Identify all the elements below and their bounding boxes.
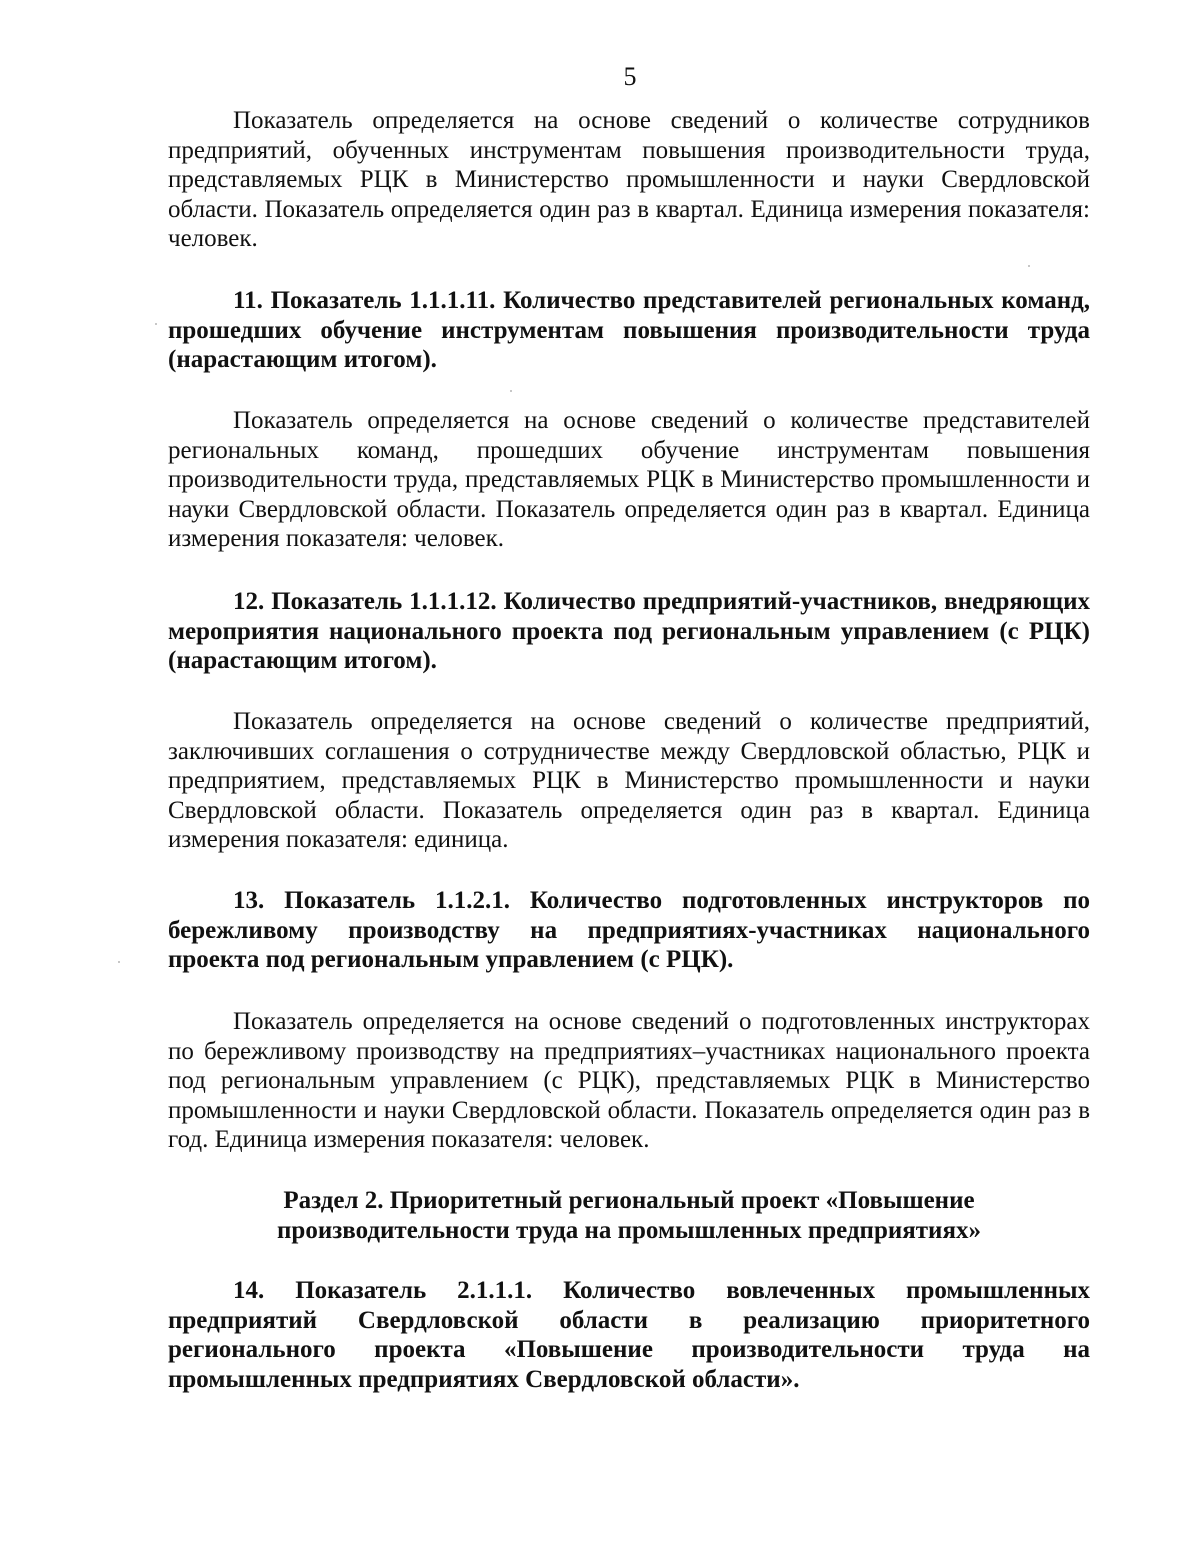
scan-speck <box>155 323 157 325</box>
heading-indicator-14: 14. Показатель 2.1.1.1. Количество вовлеченных промышленных предприятий Свердловской области в реализацию приоритетного регионального проекта «Повышение производительности труда на промышленных предприятиях Свердловской области». <box>168 1277 1090 1393</box>
heading-indicator-12: 12. Показатель 1.1.1.12. Количество предприятий-участников, внедряющих мероприятия национального проекта под региональным управлением (с РЦК) (нарастающим итогом). <box>168 588 1090 674</box>
scan-speck <box>118 961 120 963</box>
paragraph-indicator-10-description: Показатель определяется на основе сведений о количестве сотрудников предприятий, обученных инструментам повышения производительности труда, представляемых РЦК в Министерство промышленности и науки Свердловской области. Показатель определяется один раз в квартал. Единица измерения показателя: человек. <box>168 107 1090 252</box>
scan-speck <box>510 390 512 392</box>
page-number: 5 <box>623 62 637 91</box>
section-2-title-line-2: производительности труда на промышленных предприятиях» <box>277 1217 981 1244</box>
section-2-title-line-1: Раздел 2. Приоритетный региональный проект «Повышение <box>283 1187 975 1214</box>
paragraph-indicator-11-description: Показатель определяется на основе сведений о количестве представителей региональных команд, прошедших обучение инструментам повышения производительности труда, представляемых РЦК в Министерство промышленности и науки Свердловской области. Показатель определяется один раз в квартал. Единица измерения показателя: человек. <box>168 407 1090 552</box>
paragraph-indicator-13-description: Показатель определяется на основе сведений о подготовленных инструкторах по бережливому производству на предприятиях–участниках национального проекта под региональным управлением (с РЦК), представляемых РЦК в Министерство промышленности и науки Свердловской области. Показатель определяется один раз в год. Единица измерения показателя: человек. <box>168 1008 1090 1153</box>
heading-indicator-11: 11. Показатель 1.1.1.11. Количество представителей региональных команд, прошедших обучение инструментам повышения производительности труда (нарастающим итогом). <box>168 287 1090 373</box>
heading-indicator-13: 13. Показатель 1.1.2.1. Количество подготовленных инструкторов по бережливому производству на предприятиях-участниках национального проекта под региональным управлением (с РЦК). <box>168 887 1090 973</box>
paragraph-indicator-12-description: Показатель определяется на основе сведений о количестве предприятий, заключивших соглашения о сотрудничестве между Свердловской областью, РЦК и предприятием, представляемых РЦК в Министерство промышленности и науки Свердловской области. Показатель определяется один раз в квартал. Единица измерения показателя: единица. <box>168 708 1090 853</box>
scan-speck <box>1028 265 1030 267</box>
section-2-title <box>168 1186 1090 1246</box>
